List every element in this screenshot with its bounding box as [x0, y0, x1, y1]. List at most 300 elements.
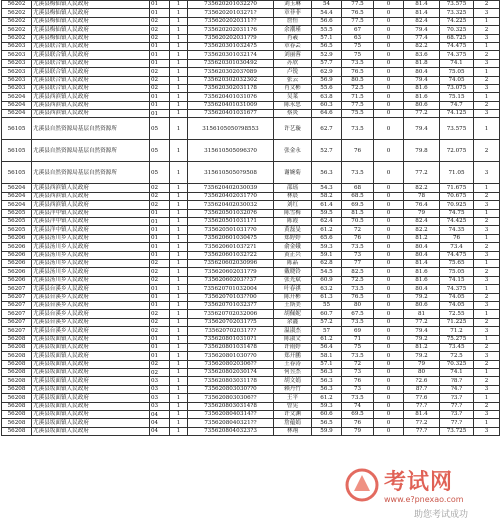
cell-unit-name: 尤溪县台溪乡人民政府 [32, 301, 150, 309]
cell-ticket-number: 7356208040314?? [188, 411, 274, 419]
cell-ticket-number: 7356206010304?5 [188, 234, 274, 242]
cell-position-code: 01 [150, 51, 170, 59]
cell-interview-score: 73.5 [342, 118, 374, 140]
cell-position-code: 01 [150, 293, 170, 301]
cell-unit-code: 56204 [2, 110, 32, 118]
cell-rank: 3 [474, 251, 500, 259]
cell-rank: 1 [474, 369, 500, 377]
cell-other-score: 7?.6 [404, 394, 440, 402]
cell-unit-code: 56202 [2, 1, 32, 9]
cell-candidate-name: 王平 [274, 394, 312, 402]
cell-total-score: 74.375 [440, 285, 474, 293]
cell-written-score: 63.2 [312, 285, 342, 293]
table-row [2, 34, 500, 42]
cell-other-score: 80 [404, 369, 440, 377]
cell-written-score: 60.6 [312, 411, 342, 419]
cell-unit-code: 56206 [2, 243, 32, 251]
cell-other-score: 79 [404, 209, 440, 217]
cell-candidate-name: 林翊 [274, 427, 312, 435]
cell-bonus: 0 [374, 369, 404, 377]
cell-quota: 1 [170, 234, 188, 242]
cell-bonus: 0 [374, 285, 404, 293]
cell-total-score: 74.1 [440, 369, 474, 377]
cell-rank: 1 [474, 184, 500, 192]
cell-interview-score: 73 [342, 385, 374, 393]
cell-ticket-number: 7356204010316?7 [188, 110, 274, 118]
cell-unit-code: 56208 [2, 402, 32, 410]
cell-quota: 1 [170, 385, 188, 393]
cell-rank: 2 [474, 140, 500, 162]
cell-unit-code: 56207 [2, 310, 32, 318]
cell-written-score: 55.5 [312, 26, 342, 34]
cell-other-score: 77.2 [404, 318, 440, 326]
table-row [2, 201, 500, 209]
cell-rank: 3 [474, 84, 500, 92]
cell-written-score: 61.4 [312, 201, 342, 209]
cell-candidate-name: 王春涛 [274, 360, 312, 368]
cell-unit-name: 尤溪县西滨镇人民政府 [32, 184, 150, 192]
cell-other-score: 80.4 [404, 243, 440, 251]
table-row [2, 243, 500, 251]
cell-interview-score: 75 [342, 343, 374, 351]
cell-other-score: 82.4 [404, 17, 440, 25]
cell-total-score: 75.05 [440, 268, 474, 276]
cell-ticket-number: 7356202010322?0 [188, 1, 274, 9]
cell-bonus: 0 [374, 268, 404, 276]
cell-candidate-name: 许文渊 [274, 411, 312, 419]
cell-total-score: 72.55 [440, 310, 474, 318]
cell-written-score: 56.3 [312, 162, 342, 184]
watermark-logo-icon [344, 467, 380, 503]
cell-quota: 1 [170, 419, 188, 427]
table-row [2, 310, 500, 318]
cell-quota: 1 [170, 9, 188, 17]
cell-ticket-number: 735620702032006 [188, 310, 274, 318]
cell-unit-code: 56207 [2, 285, 32, 293]
cell-interview-score: 75.5 [342, 110, 374, 118]
table-row [2, 251, 500, 259]
cell-written-score: 64.6 [312, 110, 342, 118]
table-row [2, 93, 500, 101]
cell-total-score: 7?.? [440, 402, 474, 410]
cell-bonus: 0 [374, 34, 404, 42]
table-row [2, 327, 500, 335]
cell-other-score: 82.2 [404, 226, 440, 234]
cell-interview-score: 82.5 [342, 268, 374, 276]
table-row [2, 101, 500, 109]
cell-unit-name: 尤溪县坂面镇人民政府 [32, 343, 150, 351]
cell-rank: 2 [474, 343, 500, 351]
watermark-slogan: 助您考试成功 [414, 510, 469, 520]
cell-bonus: 0 [374, 118, 404, 140]
cell-total-score: 74.05 [440, 293, 474, 301]
cell-total-score: 75.15 [440, 93, 474, 101]
cell-quota: 1 [170, 93, 188, 101]
table-row [2, 285, 500, 293]
table-row [2, 1, 500, 9]
cell-written-score: 56.6 [312, 17, 342, 25]
cell-rank: 3 [474, 110, 500, 118]
cell-bonus: 0 [374, 411, 404, 419]
cell-quota: 1 [170, 140, 188, 162]
cell-other-score: 81.2 [404, 343, 440, 351]
cell-quota: 1 [170, 17, 188, 25]
cell-candidate-name: 陈永忠 [274, 101, 312, 109]
cell-interview-score: 70.5 [342, 218, 374, 226]
cell-position-code: 01 [150, 42, 170, 50]
cell-quota: 1 [170, 68, 188, 76]
cell-other-score: 81.6 [404, 276, 440, 284]
cell-quota: 1 [170, 110, 188, 118]
cell-quota: 1 [170, 377, 188, 385]
cell-total-score: 74.125 [440, 110, 474, 118]
cell-total-score: 71.675 [440, 184, 474, 192]
cell-total-score: 74.05 [440, 301, 474, 309]
cell-other-score: 82.2 [404, 42, 440, 50]
cell-unit-name: 尤溪县汤川乡人民政府 [32, 259, 150, 267]
cell-quota: 1 [170, 26, 188, 34]
cell-other-score: 81.8 [404, 59, 440, 67]
cell-position-code: 02 [150, 17, 170, 25]
cell-written-score: 61.2 [312, 335, 342, 343]
cell-rank: 1 [474, 93, 500, 101]
cell-unit-name: 尤溪县联合镇人民政府 [32, 68, 150, 76]
cell-other-score: 80.6 [404, 301, 440, 309]
cell-other-score: 81.4 [404, 9, 440, 17]
cell-position-code: 01 [150, 243, 170, 251]
cell-quota: 1 [170, 209, 188, 217]
cell-total-score: 74.475 [440, 42, 474, 50]
cell-total-score: 70.325 [440, 360, 474, 368]
table-row [2, 343, 500, 351]
cell-rank: 3 [474, 162, 500, 184]
results-table-body [2, 1, 500, 436]
cell-bonus: 0 [374, 335, 404, 343]
cell-other-score: 79.8 [404, 140, 440, 162]
cell-rank: 3 [474, 352, 500, 360]
cell-quota: 1 [170, 268, 188, 276]
cell-candidate-name: 陈雪梅 [274, 209, 312, 217]
table-row [2, 9, 500, 17]
cell-ticket-number: 3156105050?98553 [188, 118, 274, 140]
cell-candidate-name: 苏欣 [274, 59, 312, 67]
cell-rank: 2 [474, 268, 500, 276]
cell-quota: 1 [170, 84, 188, 92]
results-table [1, 0, 500, 436]
cell-rank: 1 [474, 209, 500, 217]
cell-ticket-number: 735620501031??0 [188, 226, 274, 234]
cell-total-score: ?4.? [440, 385, 474, 393]
table-row [2, 234, 500, 242]
cell-quota: 1 [170, 59, 188, 67]
cell-bonus: 0 [374, 192, 404, 200]
cell-quota: 1 [170, 243, 188, 251]
table-row [2, 411, 500, 419]
cell-unit-code: 56105 [2, 162, 32, 184]
cell-ticket-number: 7356204010310?6 [188, 93, 274, 101]
cell-position-code: 01 [150, 209, 170, 217]
cell-unit-name: 尤溪县汤川乡人民政府 [32, 268, 150, 276]
cell-interview-score: 76.5 [342, 9, 374, 17]
cell-quota: 1 [170, 394, 188, 402]
cell-other-score: 82.4 [404, 218, 440, 226]
cell-bonus: 0 [374, 59, 404, 67]
cell-interview-score: 77.5 [342, 1, 374, 9]
cell-unit-code: 56203 [2, 51, 32, 59]
cell-ticket-number: 3156105050?9508 [188, 162, 274, 184]
cell-position-code: 01 [150, 1, 170, 9]
cell-written-score: 57.2 [312, 318, 342, 326]
cell-ticket-number: 7356202020311?6 [188, 26, 274, 34]
cell-total-score: 71.225 [440, 318, 474, 326]
cell-other-score: 7?.? [404, 402, 440, 410]
cell-other-score: 76.4 [404, 201, 440, 209]
cell-rank: 3 [474, 276, 500, 284]
table-row [2, 84, 500, 92]
cell-candidate-name: 许雨婷 [274, 343, 312, 351]
cell-rank: 3 [474, 34, 500, 42]
table-row [2, 369, 500, 377]
cell-interview-score: 73.5 [342, 59, 374, 67]
cell-written-score: 65.6 [312, 234, 342, 242]
cell-unit-name: 尤溪县梅仙镇人民政府 [32, 17, 150, 25]
cell-candidate-name: 叶春祺 [274, 285, 312, 293]
cell-unit-name: 尤溪县洋中镇人民政府 [32, 226, 150, 234]
table-row [2, 427, 500, 435]
cell-position-code: 02 [150, 369, 170, 377]
cell-other-score: 81.6 [404, 268, 440, 276]
cell-rank: 2 [474, 26, 500, 34]
cell-unit-code: 56208 [2, 377, 32, 385]
cell-bonus: 0 [374, 140, 404, 162]
cell-ticket-number: 735620702031??? [188, 327, 274, 335]
cell-written-score: 59.9 [312, 427, 342, 435]
cell-ticket-number: 735620401031009 [188, 101, 274, 109]
cell-other-score: 78 [404, 192, 440, 200]
cell-ticket-number: 7356208030306?? [188, 394, 274, 402]
cell-ticket-number: 73562060203??37 [188, 276, 274, 284]
cell-ticket-number: 7356203010321?4 [188, 51, 274, 59]
cell-bonus: 0 [374, 76, 404, 84]
cell-unit-code: 56204 [2, 201, 32, 209]
cell-written-score: 55 [312, 301, 342, 309]
cell-interview-score: 77.5 [342, 101, 374, 109]
cell-unit-name: 尤溪县联合镇人民政府 [32, 51, 150, 59]
table-row [2, 192, 500, 200]
cell-unit-name: 尤溪县西滨镇人民政府 [32, 93, 150, 101]
cell-unit-name: 尤溪县西滨镇人民政府 [32, 192, 150, 200]
cell-written-score: 57.1 [312, 34, 342, 42]
cell-other-score: 81.6 [404, 93, 440, 101]
cell-total-score: 70.325 [440, 26, 474, 34]
cell-candidate-name: 章菲菲 [274, 9, 312, 17]
cell-bonus: 0 [374, 1, 404, 9]
table-row [2, 42, 500, 50]
cell-candidate-name: 张光斌 [274, 276, 312, 284]
cell-unit-name: 尤溪县坂面镇人民政府 [32, 419, 150, 427]
cell-total-score: 76 [440, 234, 474, 242]
cell-unit-code: 56206 [2, 234, 32, 242]
cell-position-code: 05 [150, 162, 170, 184]
cell-interview-score: 72.5 [342, 84, 374, 92]
table-row [2, 259, 500, 267]
cell-written-score: 56.9 [312, 76, 342, 84]
cell-other-score: 77.2 [404, 110, 440, 118]
cell-total-score: 74.35 [440, 226, 474, 234]
cell-total-score: 70.675 [440, 192, 474, 200]
table-row [2, 51, 500, 59]
table-row [2, 402, 500, 410]
cell-written-score: 56.4 [312, 343, 342, 351]
cell-other-score: 8?.? [404, 385, 440, 393]
cell-unit-code: 56205 [2, 226, 32, 234]
cell-candidate-name: 刘玉琳 [274, 1, 312, 9]
cell-bonus: 0 [374, 301, 404, 309]
cell-total-score: 72.075 [440, 140, 474, 162]
cell-total-score: 71.05 [440, 162, 474, 184]
cell-unit-name: 尤溪县坂面镇人民政府 [32, 369, 150, 377]
cell-position-code: 04 [150, 411, 170, 419]
cell-bonus: 0 [374, 234, 404, 242]
cell-unit-code: 56206 [2, 268, 32, 276]
cell-interview-score: 74 [342, 402, 374, 410]
cell-unit-code: 56208 [2, 369, 32, 377]
cell-unit-name: 尤溪县梅仙镇人民政府 [32, 1, 150, 9]
cell-written-score: 62.9 [312, 68, 342, 76]
cell-rank: 3 [474, 301, 500, 309]
cell-candidate-name: 赖丹竹 [274, 385, 312, 393]
cell-other-score: 77.4 [404, 34, 440, 42]
cell-interview-score: 79 [342, 427, 374, 435]
cell-other-score: 81.4 [404, 259, 440, 267]
cell-candidate-name: 俞金娥 [274, 243, 312, 251]
cell-position-code: 01 [150, 59, 170, 67]
cell-unit-code: 56203 [2, 59, 32, 67]
cell-candidate-name: 肖羲 [274, 34, 312, 42]
cell-interview-score: 68 [342, 184, 374, 192]
cell-unit-code: 56203 [2, 76, 32, 84]
cell-rank: 2 [474, 318, 500, 326]
cell-written-score: 62.8 [312, 259, 342, 267]
cell-position-code: 02 [150, 76, 170, 84]
table-row [2, 293, 500, 301]
cell-unit-name: 尤溪县坂面镇人民政府 [32, 427, 150, 435]
cell-unit-code: 56208 [2, 385, 32, 393]
cell-unit-code: 56208 [2, 394, 32, 402]
cell-unit-code: 56202 [2, 9, 32, 17]
cell-interview-score: 73.5 [342, 318, 374, 326]
cell-ticket-number: 7356203020311?8 [188, 84, 274, 92]
cell-interview-score: 73.5 [342, 285, 374, 293]
watermark [344, 465, 494, 521]
cell-rank: 1 [474, 335, 500, 343]
cell-candidate-name: 余鑫 [274, 318, 312, 326]
cell-position-code: 04 [150, 419, 170, 427]
cell-total-score: ?3.? [440, 394, 474, 402]
cell-ticket-number: 7356208010310?1 [188, 335, 274, 343]
cell-interview-score: 67 [342, 26, 374, 34]
cell-rank: 3 [474, 427, 500, 435]
cell-position-code: 01 [150, 226, 170, 234]
cell-ticket-number: 735620801030??0 [188, 352, 274, 360]
cell-other-score: 79.4 [404, 76, 440, 84]
cell-interview-score: 76.5 [342, 293, 374, 301]
cell-rank: 1 [474, 285, 500, 293]
cell-position-code: 02 [150, 259, 170, 267]
cell-unit-code: 56206 [2, 251, 32, 259]
cell-position-code: 01 [150, 343, 170, 351]
cell-ticket-number: 7356205010311?1 [188, 218, 274, 226]
cell-position-code: 05 [150, 140, 170, 162]
cell-bonus: 0 [374, 101, 404, 109]
cell-bonus: 0 [374, 385, 404, 393]
cell-written-score: 56.3 [312, 385, 342, 393]
cell-bonus: 0 [374, 360, 404, 368]
cell-quota: 1 [170, 352, 188, 360]
cell-ticket-number: 735620201032?1? [188, 9, 274, 17]
cell-total-score: 74.05 [440, 76, 474, 84]
cell-total-score: 73.45 [440, 343, 474, 351]
cell-interview-score: 75 [342, 42, 374, 50]
cell-other-score: 79.2 [404, 293, 440, 301]
cell-unit-code: 56204 [2, 192, 32, 200]
cell-unit-name: 尤溪县坂面镇人民政府 [32, 377, 150, 385]
cell-bonus: 0 [374, 343, 404, 351]
cell-other-score: 79.2 [404, 335, 440, 343]
cell-candidate-name: 陈开彬 [274, 293, 312, 301]
cell-other-score: 81.4 [404, 1, 440, 9]
cell-unit-name: 尤溪县西滨镇人民政府 [32, 110, 150, 118]
cell-position-code: 01 [150, 251, 170, 259]
cell-interview-score: 69 [342, 327, 374, 335]
cell-unit-name: 尤溪县台溪乡人民政府 [32, 318, 150, 326]
cell-quota: 1 [170, 411, 188, 419]
cell-interview-score: 67.5 [342, 310, 374, 318]
cell-written-score: 54 [312, 1, 342, 9]
cell-position-code: 01 [150, 301, 170, 309]
cell-candidate-name: 陈霞 [274, 218, 312, 226]
cell-ticket-number: 73562070103??00 [188, 293, 274, 301]
cell-rank: 1 [474, 259, 500, 267]
cell-interview-score: 71 [342, 335, 374, 343]
cell-interview-score: 81.5 [342, 209, 374, 217]
cell-unit-name: 尤溪县联合镇人民政府 [32, 59, 150, 67]
cell-written-score: 61.3 [312, 293, 342, 301]
cell-rank: 1 [474, 17, 500, 25]
cell-interview-score: 69.5 [342, 411, 374, 419]
cell-other-score: 82.2 [404, 184, 440, 192]
table-row [2, 268, 500, 276]
cell-position-code: 03 [150, 385, 170, 393]
cell-written-score: 60.7 [312, 310, 342, 318]
cell-interview-score: 71.5 [342, 93, 374, 101]
cell-unit-name: 尤溪县自然资源局基层自然资源所 [32, 140, 150, 162]
cell-quota: 1 [170, 402, 188, 410]
cell-total-score: 7?.? [440, 419, 474, 427]
cell-ticket-number: 7356205010320?6 [188, 209, 274, 217]
table-row [2, 162, 500, 184]
cell-ticket-number: 735620702031??5 [188, 318, 274, 326]
cell-quota: 1 [170, 310, 188, 318]
cell-unit-name: 尤溪县汤川乡人民政府 [32, 276, 150, 284]
cell-candidate-name: 刘丽蓉 [274, 51, 312, 59]
cell-unit-code: 56105 [2, 140, 32, 162]
cell-written-score: 59.3 [312, 402, 342, 410]
cell-position-code: 03 [150, 402, 170, 410]
cell-unit-code: 56208 [2, 427, 32, 435]
table-row [2, 110, 500, 118]
cell-total-score: 74.1 [440, 59, 474, 67]
